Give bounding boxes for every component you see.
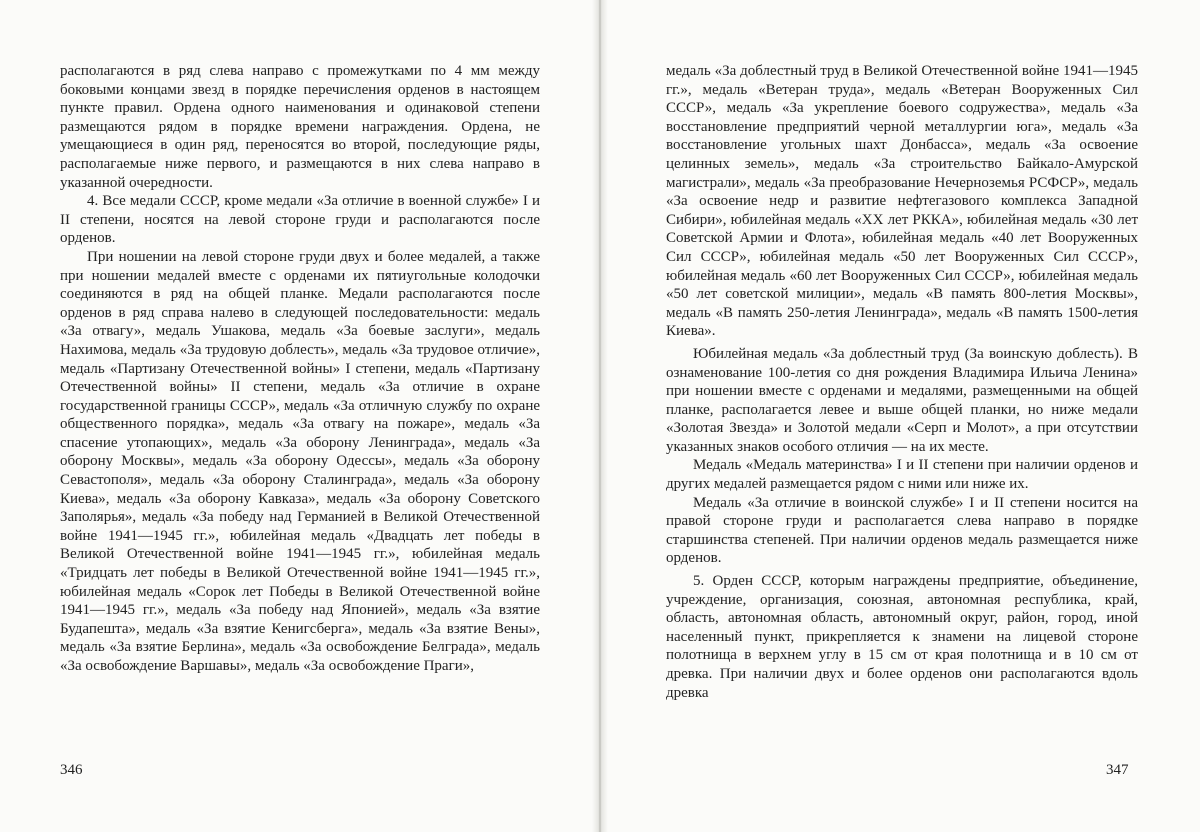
right-paragraph-4: Медаль «За отличие в воинской службе» I и II степени носится на правой стороне груди и располагается слева направо в порядке старшинства степеней. При наличии орденов медаль размещается ниже орденов. [666,494,1138,567]
left-paragraph-2: 4. Все медали СССР, кроме медали «За отличие в военной службе» I и II степени, носятся на левой стороне груди и располагаются после орденов. [60,193,540,247]
left-page [60,62,540,676]
left-page-number: 346 [60,762,83,778]
right-paragraph-2: Юбилейная медаль «За доблестный труд (За воинскую доблесть). В ознаменование 100-летия со дня рождения Владимира Ильича Ленина» при ношении вместе с орденами и медалями, размещенными на общей планке, располагается левее и выше общей планки, но ниже медали «Золотая Звезда» и Золотой медали «Серп и Молот», а при отсутствии указанных знаков особого отличия — на их месте. [666,345,1138,455]
right-paragraph-1: медаль «За доблестный труд в Великой Отечественной войне 1941—1945 гг.», медаль «Ветеран труда», медаль «Ветеран Вооруженных Сил СССР», медаль «За укрепление боевого содружества», медаль «За восстановление предприятий черной металлургии юга», медаль «За восстановление угольных шахт Донбасса», медаль «За освоение целинных земель», медаль «За строительство Байкало-Амурской магистрали», медаль «За преобразование Нечерноземья РСФСР», медаль «За освоение недр и развитие нефтегазового комплекса Западной Сибири», юбилейная медаль «XX лет РККА», юбилейная медаль «30 лет Советской Армии и Флота», юбилейная медаль «40 лет Вооруженных Сил СССР», юбилейная медаль «50 лет Вооруженных Сил СССР», юбилейная медаль «60 лет Вооруженных Сил СССР», юбилейная медаль «50 лет советской милиции», медаль «В память 800-летия Москвы», медаль «В память 250-летия Ленинграда», медаль «В память 1500-летия Киева». [666,63,1138,340]
right-page-number: 347 [1106,762,1129,778]
right-paragraph-3: Медаль «Медаль материнства» I и II степени при наличии орденов и других медалей размещается рядом с ними или ниже их. [666,457,1138,493]
left-paragraph-1: располагаются в ряд слева направо с промежутками по 4 мм между боковыми концами звезд в порядке перечисления орденов в настоящем пункте правил. Ордена одного наименования и одинаковой степени размещаются рядом в порядке времени награждения. Ордена, не умещающиеся в один ряд, переносятся во второй, последующие ряды, располагаемые ниже первого, и размещаются в них слева направо в указанной очередности. [60,63,540,191]
right-paragraph-5: 5. Орден СССР, которым награждены предприятие, объединение, учреждение, организация, союзная, автономная республика, край, область, автономная область, автономный округ, район, город, иной населенный пункт, прикрепляется к знамени на лицевой стороне полотнища в верхнем углу в 15 см от края полотнища и в 10 см от древка. При наличии двух и более орденов они располагаются вдоль древка [666,573,1138,701]
right-page [666,62,1138,702]
left-paragraph-3: При ношении на левой стороне груди двух и более медалей, а также при ношении медалей вместе с орденами их пятиугольные колодочки соединяются в ряд на общей планке. Медали располагаются после орденов в ряд справа налево в следующей последовательности: медаль «За отвагу», медаль Ушакова, медаль «За боевые заслуги», медаль Нахимова, медаль «За трудовую доблесть», медаль «За трудовое отличие», медаль «Партизану Отечественной войны» I степени, медаль «Партизану Отечественной войны» II степени, медаль «За отличие в охране государственной границы СССР», медаль «За отличную службу по охране общественного порядка», медаль «За отвагу на пожаре», медаль «За спасение утопающих», медаль «За оборону Ленинграда», медаль «За оборону Москвы», медаль «За оборону Одессы», медаль «За оборону Севастополя», медаль «За оборону Сталинграда», медаль «За оборону Киева», медаль «За оборону Кавказа», медаль «За оборону Советского Заполярья», медаль «За победу над Германией в Великой Отечественной войне 1941—1945 гг.», юбилейная медаль «Двадцать лет победы в Великой Отечественной войне 1941—1945 гг.», юбилейная медаль «Тридцать лет победы в Великой Отечественной войне 1941—1945 гг.», юбилейная медаль «Сорок лет Победы в Великой Отечественной войне 1941—1945 гг.», медаль «За победу над Японией», медаль «За взятие Будапешта», медаль «За взятие Кенигсберга», медаль «За взятие Вены», медаль «За взятие Берлина», медаль «За освобождение Белграда», медаль «За освобождение Варшавы», медаль «За освобождение Праги», [60,248,540,674]
book-gutter [592,0,608,832]
